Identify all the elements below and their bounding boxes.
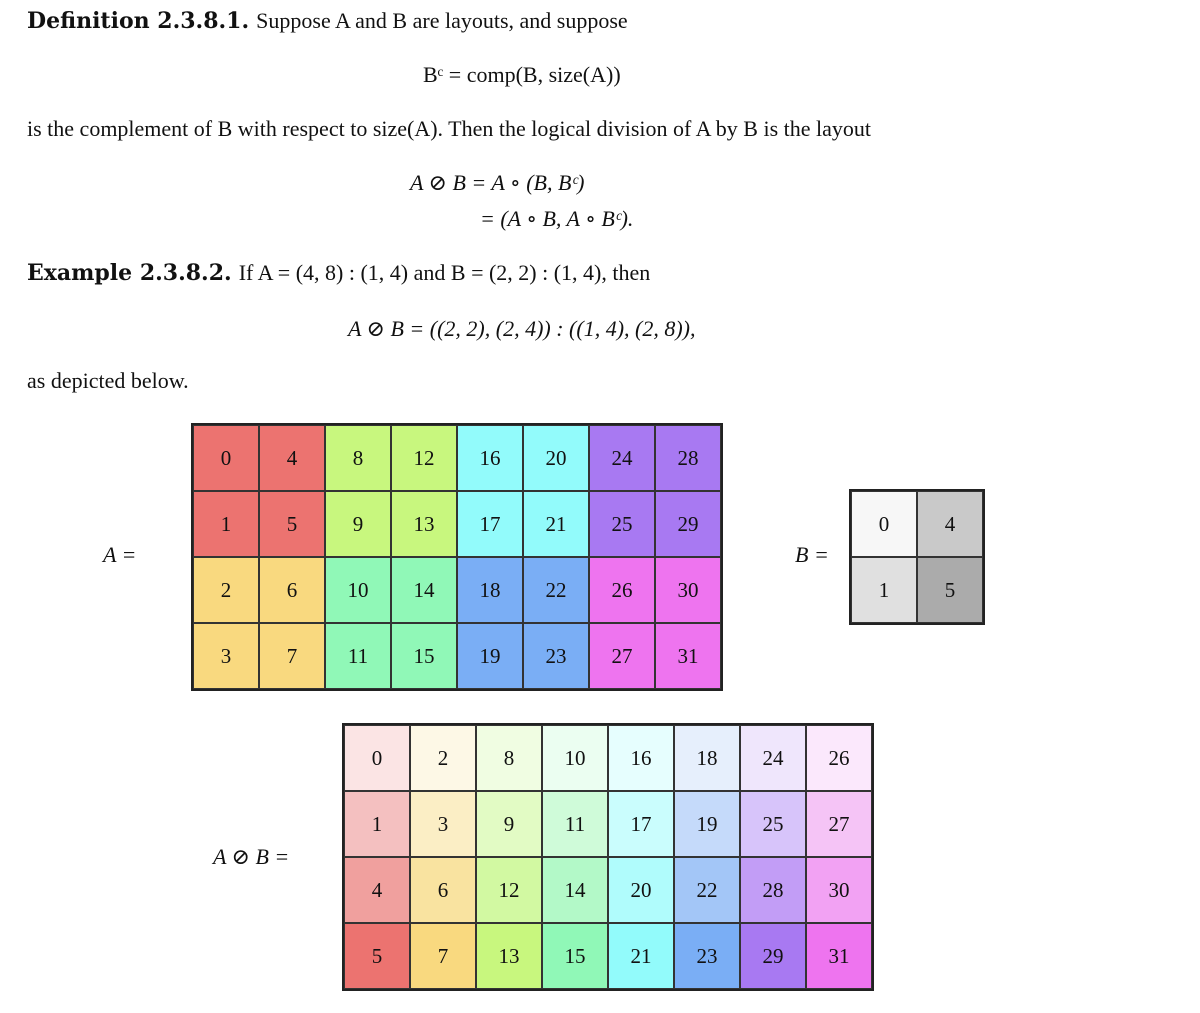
equation-division-2: = (A ∘ B, A ∘ Bᶜ). bbox=[480, 206, 634, 231]
label-b: B = bbox=[795, 542, 829, 567]
grid-a-cell: 13 bbox=[391, 491, 457, 557]
grid-b-cell: 5 bbox=[917, 557, 983, 623]
label-a: A = bbox=[103, 542, 137, 567]
grid-a-cell: 12 bbox=[391, 425, 457, 491]
definition-line-2: is the complement of B with respect to size(A). Then the logical division of A by B is the layout bbox=[27, 116, 872, 141]
grid-a-cell: 16 bbox=[457, 425, 523, 491]
grid-div-cell: 17 bbox=[608, 791, 674, 857]
grid-a-cell: 4 bbox=[259, 425, 325, 491]
grid-a-cell: 23 bbox=[523, 623, 589, 689]
definition-intro: Suppose A and B are layouts, and suppose bbox=[256, 8, 628, 33]
grid-div-cell: 11 bbox=[542, 791, 608, 857]
grid-div-cell: 28 bbox=[740, 857, 806, 923]
grid-div-cell: 19 bbox=[674, 791, 740, 857]
grid-a-cell: 1 bbox=[193, 491, 259, 557]
grid-a-cell: 28 bbox=[655, 425, 721, 491]
grid-div-cell: 3 bbox=[410, 791, 476, 857]
grid-div-cell: 5 bbox=[344, 923, 410, 989]
grid-div-cell: 12 bbox=[476, 857, 542, 923]
grid-a-cell: 11 bbox=[325, 623, 391, 689]
grid-b-cell: 1 bbox=[851, 557, 917, 623]
grid-a-cell: 25 bbox=[589, 491, 655, 557]
example-caption: as depicted below. bbox=[27, 368, 189, 393]
grid-div-cell: 21 bbox=[608, 923, 674, 989]
grid-div-cell: 0 bbox=[344, 725, 410, 791]
grid-div-cell: 27 bbox=[806, 791, 872, 857]
grid-div-cell: 15 bbox=[542, 923, 608, 989]
grid-a-cell: 29 bbox=[655, 491, 721, 557]
grid-a-cell: 3 bbox=[193, 623, 259, 689]
grid-a-cell: 26 bbox=[589, 557, 655, 623]
layout-a-div-b-grid bbox=[342, 723, 874, 991]
grid-div-cell: 16 bbox=[608, 725, 674, 791]
grid-a-cell: 22 bbox=[523, 557, 589, 623]
grid-a-cell: 27 bbox=[589, 623, 655, 689]
grid-b-cell: 0 bbox=[851, 491, 917, 557]
grid-a-cell: 31 bbox=[655, 623, 721, 689]
grid-div-cell: 30 bbox=[806, 857, 872, 923]
grid-a-cell: 5 bbox=[259, 491, 325, 557]
grid-a-cell: 0 bbox=[193, 425, 259, 491]
grid-a-cell: 9 bbox=[325, 491, 391, 557]
example-label: Example 2.3.8.2. bbox=[27, 260, 232, 286]
definition-label: Definition 2.3.8.1. bbox=[27, 8, 250, 34]
grid-div-cell: 4 bbox=[344, 857, 410, 923]
label-a-div-b: A ⊘ B = bbox=[213, 844, 290, 869]
grid-a-cell: 8 bbox=[325, 425, 391, 491]
grid-a-cell: 14 bbox=[391, 557, 457, 623]
grid-a-cell: 20 bbox=[523, 425, 589, 491]
grid-a-cell: 2 bbox=[193, 557, 259, 623]
grid-div-cell: 18 bbox=[674, 725, 740, 791]
grid-div-cell: 24 bbox=[740, 725, 806, 791]
grid-div-cell: 6 bbox=[410, 857, 476, 923]
layout-b-grid bbox=[849, 489, 985, 625]
example-text: If A = (4, 8) : (1, 4) and B = (2, 2) : (1, 4), then bbox=[238, 260, 651, 285]
grid-a-cell: 30 bbox=[655, 557, 721, 623]
grid-a-cell: 15 bbox=[391, 623, 457, 689]
grid-a-cell: 24 bbox=[589, 425, 655, 491]
equation-complement: Bᶜ = comp(B, size(A)) bbox=[423, 62, 621, 87]
grid-div-cell: 13 bbox=[476, 923, 542, 989]
grid-b-cell: 4 bbox=[917, 491, 983, 557]
grid-a-cell: 7 bbox=[259, 623, 325, 689]
example-equation: A ⊘ B = ((2, 2), (2, 4)) : ((1, 4), (2, 8)), bbox=[348, 316, 696, 341]
grid-div-cell: 2 bbox=[410, 725, 476, 791]
grid-a-cell: 6 bbox=[259, 557, 325, 623]
grid-a-cell: 18 bbox=[457, 557, 523, 623]
grid-div-cell: 20 bbox=[608, 857, 674, 923]
grid-div-cell: 10 bbox=[542, 725, 608, 791]
definition-paragraph bbox=[27, 10, 628, 33]
grid-div-cell: 22 bbox=[674, 857, 740, 923]
equation-division-1: A ⊘ B = A ∘ (B, Bᶜ) bbox=[410, 170, 585, 195]
grid-div-cell: 25 bbox=[740, 791, 806, 857]
grid-div-cell: 23 bbox=[674, 923, 740, 989]
grid-div-cell: 26 bbox=[806, 725, 872, 791]
example-paragraph bbox=[27, 262, 650, 285]
grid-a-cell: 10 bbox=[325, 557, 391, 623]
grid-div-cell: 9 bbox=[476, 791, 542, 857]
grid-div-cell: 8 bbox=[476, 725, 542, 791]
grid-a-cell: 17 bbox=[457, 491, 523, 557]
grid-div-cell: 7 bbox=[410, 923, 476, 989]
grid-a-cell: 19 bbox=[457, 623, 523, 689]
layout-a-grid bbox=[191, 423, 723, 691]
grid-div-cell: 14 bbox=[542, 857, 608, 923]
grid-div-cell: 1 bbox=[344, 791, 410, 857]
grid-a-cell: 21 bbox=[523, 491, 589, 557]
grid-div-cell: 31 bbox=[806, 923, 872, 989]
grid-div-cell: 29 bbox=[740, 923, 806, 989]
